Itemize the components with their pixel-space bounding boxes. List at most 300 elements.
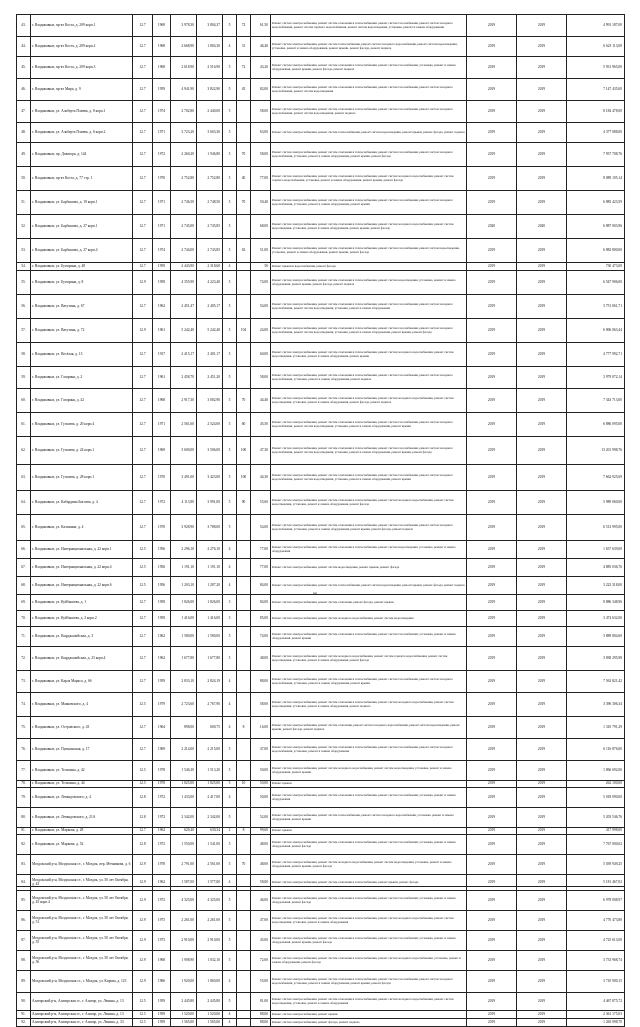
cell-year-start: 2019 (467, 828, 517, 835)
cell-works-list: Ремонт систем электроснабжения, ремонт систем отопления и теплоснабжения, ремонт систем газоснабжения, ремонт систем холодного водоснабжения, ремонт систем водоотведения, установка, ремонт и замена оборудования, ремонт крыши (271, 413, 467, 437)
table-row (17, 835, 625, 855)
cell-wear-percent: 84,00 (251, 595, 271, 611)
cell-floors: 5 (223, 627, 237, 647)
cell-apartments: 63 (237, 239, 251, 263)
cell-floors: 5 (223, 951, 237, 971)
cell-floors: 5 (223, 143, 237, 167)
cell-total-area: 1 191,10 (171, 559, 197, 577)
cell-address: Моздокский р-н, Моздокская ст., г. Моздок, ул. Кирова, д. 123 (31, 971, 133, 993)
cell-row-number: 64. (17, 491, 31, 515)
cell-floors: 4 (223, 788, 237, 808)
cell-type-code: 12.9 (133, 855, 153, 875)
cell-wear-percent: 84,00 (251, 577, 271, 595)
cell-address: Алагирский р-н, Алагирская ст., г. Алагир, ул. Ленина, д. 13 (31, 993, 133, 1011)
cell-wear-percent: 50,40 (251, 191, 271, 215)
cell-row-number: 67. (17, 559, 31, 577)
table-row (17, 993, 625, 1011)
cell-apartments (237, 343, 251, 367)
cell-row-number: 47. (17, 101, 31, 123)
cell-floors: 5 (223, 123, 237, 143)
cell-type-code: 12.5 (133, 541, 153, 559)
cell-apartments: 100 (237, 465, 251, 491)
cell-address: г. Владикавказ, ул. Тельмана, д. 42 (31, 761, 133, 781)
cell-total-area: 1 920,00 (171, 971, 197, 993)
cell-row-number: 91. (17, 1011, 31, 1019)
cell-wear-percent: 47,00 (251, 739, 271, 761)
table-row (17, 951, 625, 971)
table-row (17, 671, 625, 693)
cell-year-end: 2019 (517, 931, 567, 951)
cell-cost: 6 116 876,00 (567, 739, 625, 761)
cell-year-start: 2019 (467, 1011, 517, 1019)
cell-build-year: 1969 (153, 15, 171, 37)
cell-total-area: 1 550,00 (171, 835, 197, 855)
cell-wear-percent: 68,00 (251, 215, 271, 239)
cell-address: г. Владикавказ, ул. Левандовского, д. 21А (31, 808, 133, 828)
cell-apartments: 8 (237, 828, 251, 835)
cell-type-code: 12.7 (133, 828, 153, 835)
cell-address: г. Владикавказ, ул. Интернациональная, д. 22 корп.4 (31, 559, 133, 577)
cell-wear-percent: 82,00 (251, 79, 271, 101)
cell-works-list: Ремонт систем электроснабжения, ремонт систем отопления и теплоснабжения, ремонт систем холодного водоснабжения, ремонт систем водоотведения, установка, ремонт и замена оборудования, ремонт подвала (271, 693, 467, 717)
cell-total-area: 2 618,90 (171, 57, 197, 79)
cell-cost: 7 662 925,69 (567, 465, 625, 491)
cell-works-list: Ремонт систем электроснабжения, ремонт систем теплоснабжения, ремонт систем холодного водоснабжения, ремонт систем водоотведения, установка, ремонт и замена оборудования, ремонт крыши, ремонт фасада, ремонт подвала (271, 37, 467, 57)
cell-floors: 5 (223, 295, 237, 319)
cell-year-end: 2019 (517, 101, 567, 123)
cell-row-number: 68. (17, 577, 31, 595)
cell-year-start: 2019 (467, 239, 517, 263)
cell-total-area: 1 677,80 (171, 647, 197, 671)
table-row (17, 413, 625, 437)
cell-row-number: 46. (17, 79, 31, 101)
cell-row-number: 83. (17, 855, 31, 875)
cell-apartments (237, 693, 251, 717)
cell-build-year: 1970 (153, 167, 171, 191)
cell-wear-percent: 43,20 (251, 57, 271, 79)
cell-wear-percent: 77,00 (251, 541, 271, 559)
cell-total-area: 3 491,00 (171, 465, 197, 491)
cell-total-area: 3 928,90 (171, 515, 197, 541)
cell-living-area: 2 745,85 (197, 215, 223, 239)
cell-works-list: Ремонт систем электроснабжения, ремонт систем отопления и теплоснабжения, ремонт систем водоотведения, установка, ремонт и замена оборудования (271, 541, 467, 559)
cell-cost: 5 018 090,00 (567, 788, 625, 808)
cell-works-list: Ремонт систем электроснабжения, ремонт систем отопления и теплоснабжения, ремонт систем газоснабжения, ремонт систем холодного водоснабжения, ремонт систем водоотведения, установка, ремонт и замена оборудования, ремонт крыши, ремонт фасада (271, 437, 467, 465)
cell-floors: 5 (223, 319, 237, 343)
cell-build-year: 1961 (153, 367, 171, 389)
cell-living-area: 3 822,90 (197, 79, 223, 101)
cell-floors: 5 (223, 761, 237, 781)
cell-living-area: 2 451,20 (197, 367, 223, 389)
cell-type-code: 12.9 (133, 951, 153, 971)
cell-type-code: 12.9 (133, 875, 153, 891)
cell-year-start: 2019 (467, 781, 517, 788)
cell-living-area: 2 318,60 (197, 263, 223, 271)
table-row (17, 911, 625, 931)
cell-year-start: 2019 (467, 343, 517, 367)
cell-apartments: 104 (237, 319, 251, 343)
cell-type-code: 12.7 (133, 215, 153, 239)
cell-total-area: 2 458,70 (171, 367, 197, 389)
cell-build-year: 1974 (153, 101, 171, 123)
cell-works-list: Ремонт систем электроснабжения, ремонт систем отопления и теплоснабжения, ремонт систем газоснабжения, ремонт систем холодного водоснабжения, установка, ремонт и замена оборудования, ремонт крыши, ремонт фасада (271, 971, 467, 993)
cell-floors: 4 (223, 1019, 237, 1027)
cell-year-start: 2019 (467, 413, 517, 437)
cell-type-code: 12.7 (133, 343, 153, 367)
cell-works-list: Ремонт систем электроснабжения, ремонт систем отопления и теплоснабжения, ремонт систем газоснабжения, установка, ремонт и замена оборудования, ремонт крыши (271, 627, 467, 647)
cell-living-area: 2 342,00 (197, 808, 223, 828)
cell-address: г. Владикавказ, ул. Интернациональная, д. 22 корп.6 (31, 577, 133, 595)
cell-year-end: 2019 (517, 515, 567, 541)
cell-wear-percent: 16,00 (251, 717, 271, 739)
cell-wear-percent: 58,00 (251, 875, 271, 891)
cell-apartments: 100 (237, 437, 251, 465)
cell-year-start: 2019 (467, 971, 517, 993)
cell-row-number: 53. (17, 239, 31, 263)
cell-apartments (237, 1019, 251, 1027)
table-row (17, 437, 625, 465)
table-row (17, 761, 625, 781)
cell-works-list: Ремонт систем электроснабжения, ремонт систем отопления и теплоснабжения, ремонт систем газоснабжения, ремонт систем холодного водоснабжения, ремонт систем водоотведения, установка, ремонт и замена оборудования, ремонт крыши, ремонт фасада (271, 319, 467, 343)
cell-type-code: 12.5 (133, 1019, 153, 1027)
cell-apartments: 70 (237, 143, 251, 167)
cell-year-end: 2019 (517, 143, 567, 167)
cell-year-start: 2019 (467, 559, 517, 577)
cell-floors: 5 (223, 993, 237, 1011)
cell-row-number: 43. (17, 15, 31, 37)
cell-year-end: 2019 (517, 739, 567, 761)
cell-living-area: 2 748,50 (197, 191, 223, 215)
cell-wear-percent: 77,00 (251, 559, 271, 577)
cell-total-area: 2 833,10 (171, 671, 197, 693)
cell-build-year: 1969 (153, 437, 171, 465)
cell-living-area: 2 276,10 (197, 541, 223, 559)
cell-works-list: Ремонт систем электроснабжения, ремонт систем холодного водоснабжения, ремонт систем горячего водоснабжения, ремонт систем водоотведения, установка, ремонт и замена оборудования, ремонт фасада (271, 647, 467, 671)
cell-row-number: 45. (17, 57, 31, 79)
cell-address: г. Владикавказ, ул. Тельмана, д. 44 (31, 781, 133, 788)
cell-living-area: 2 516,90 (197, 57, 223, 79)
cell-build-year: 1972 (153, 808, 171, 828)
cell-living-area: 2 824,19 (197, 671, 223, 693)
cell-cost: 5 039 949,25 (567, 855, 625, 875)
cell-total-area: 1 826,00 (171, 595, 197, 611)
cell-type-code: 12.7 (133, 595, 153, 611)
cell-total-area: 2 791,00 (171, 855, 197, 875)
cell-living-area: 1 677,80 (197, 647, 223, 671)
cell-year-end: 2019 (517, 577, 567, 595)
cell-wear-percent: 58,00 (251, 143, 271, 167)
cell-type-code: 12.5 (133, 993, 153, 1011)
cell-build-year: 1968 (153, 37, 171, 57)
cell-type-code: 12.7 (133, 79, 153, 101)
cell-row-number: 62. (17, 437, 31, 465)
cell-works-list: Ремонт систем электроснабжения, ремонт фасада, ремонт подвала (271, 1019, 467, 1027)
cell-type-code: 12.7 (133, 413, 153, 437)
cell-cost: 4 777 992,71 (567, 343, 625, 367)
table-row (17, 541, 625, 559)
cell-year-start: 2019 (467, 295, 517, 319)
cell-apartments (237, 627, 251, 647)
cell-row-number: 72. (17, 647, 31, 671)
table-row (17, 239, 625, 263)
cell-wear-percent: 50,00 (251, 761, 271, 781)
cell-wear-percent: 58,00 (251, 101, 271, 123)
cell-wear-percent: 88,00 (251, 671, 271, 693)
cell-wear-percent: 48,00 (251, 647, 271, 671)
cell-total-area: 2 214,00 (171, 739, 197, 761)
cell-cost: 6 547 906,00 (567, 271, 625, 295)
table-row (17, 491, 625, 515)
cell-cost: 3 838 295,98 (567, 647, 625, 671)
cell-total-area: 4 355,90 (171, 271, 197, 295)
cell-cost: 7 563 821,42 (567, 671, 625, 693)
cell-living-area: 3 788,00 (197, 515, 223, 541)
cell-row-number: 49. (17, 143, 31, 167)
table-row (17, 875, 625, 891)
cell-floors: 4 (223, 875, 237, 891)
cell-works-list: Ремонт систем электроснабжения, ремонт систем отопления и теплоснабжения, ремонт систем холодного водоснабжения, ремонт систем водоотведения, установка, ремонт и замена оборудования, ремонт фасада (271, 491, 467, 515)
cell-row-number: 54. (17, 263, 31, 271)
cell-year-start: 2019 (467, 739, 517, 761)
cell-address: г. Владикавказ, пр-кт Коста, д. 209 корп.3 (31, 57, 133, 79)
cell-build-year: 1959 (153, 1019, 171, 1027)
cell-year-start: 2019 (467, 835, 517, 855)
cell-year-end: 2019 (517, 993, 567, 1011)
cell-year-end: 2019 (517, 123, 567, 143)
cell-type-code: 12.7 (133, 671, 153, 693)
cell-build-year: 1971 (153, 215, 171, 239)
cell-build-year: 1971 (153, 413, 171, 437)
cell-row-number: 86. (17, 911, 31, 931)
cell-cost: 8 886 348,96 (567, 595, 625, 611)
cell-row-number: 63. (17, 465, 31, 491)
cell-row-number: 44. (17, 37, 31, 57)
cell-living-area: 2 752,80 (197, 167, 223, 191)
cell-living-area: 2 524,00 (197, 413, 223, 437)
cell-floors: 5 (223, 808, 237, 828)
cell-works-list: Ремонт систем электроснабжения, ремонт систем отопления и теплоснабжения, ремонт систем холодного водоснабжения, ремонт систем водоотведения, установка, ремонт и замена оборудования (271, 993, 467, 1011)
cell-total-area: 3 978,30 (171, 15, 197, 37)
cell-total-area: 2 723,60 (171, 693, 197, 717)
cell-year-start: 2019 (467, 875, 517, 891)
cell-row-number: 55. (17, 271, 31, 295)
cell-works-list: Ремонт систем электроснабжения, ремонт систем отопления и теплоснабжения, ремонт систем холодного водоснабжения, ремонт систем горячего водоснабжения, установка, ремонт и замена оборудования, ремонт крыши, ремонт фасада (271, 167, 467, 191)
cell-year-start: 2020 (467, 215, 517, 239)
cell-address: г. Владикавказ, ул. Кырджалийская, д. 3 (31, 627, 133, 647)
cell-year-end: 2019 (517, 541, 567, 559)
cell-apartments: 72 (237, 15, 251, 37)
cell-address: г. Владикавказ, ул. Маркова, д. 28 (31, 828, 133, 835)
cell-floors: 4 (223, 37, 237, 57)
table-row (17, 739, 625, 761)
cell-address: г. Владикавказ, ул. Маяковского, д. 4 (31, 693, 133, 717)
cell-year-end: 2019 (517, 37, 567, 57)
cell-living-area: 1 577,00 (197, 875, 223, 891)
cell-address: г. Владикавказ, ул. Барбашова, д. 27 корп.4 (31, 239, 133, 263)
cell-cost: 730 473,00 (567, 263, 625, 271)
cell-wear-percent: 85,00 (251, 611, 271, 627)
cell-type-code: 12.7 (133, 515, 153, 541)
table-row (17, 595, 625, 611)
cell-apartments (237, 515, 251, 541)
table-row (17, 191, 625, 215)
cell-row-number: 85. (17, 891, 31, 911)
cell-year-start: 2019 (467, 101, 517, 123)
cell-apartments: 70 (237, 191, 251, 215)
cell-apartments (237, 671, 251, 693)
cell-living-area: 1 825,00 (197, 781, 223, 788)
cell-year-start: 2019 (467, 57, 517, 79)
cell-apartments (237, 123, 251, 143)
cell-year-end: 2019 (517, 239, 567, 263)
cell-apartments (237, 577, 251, 595)
table-row (17, 465, 625, 491)
cell-wear-percent: 74,00 (251, 271, 271, 295)
cell-year-end: 2019 (517, 808, 567, 828)
cell-year-start: 2019 (467, 693, 517, 717)
cell-works-list: Ремонт систем электроснабжения, ремонт систем отопления и теплоснабжения, ремонт систем холодного водоснабжения, ремонт систем водоотведения, установка, ремонт и замена оборудования, ремонт фасада, ремонт подвала (271, 389, 467, 413)
cell-works-list: Ремонт систем электроснабжения, ремонт систем отопления и теплоснабжения, ремонт систем газоснабжения, ремонт систем холодного водоснабжения, ремонт систем водоотведения, установка, ремонт и замена оборудования (271, 295, 467, 319)
cell-works-list: Ремонт крыши и водоснабжения, ремонт фасада (271, 263, 467, 271)
cell-works-list: Ремонт систем электроснабжения, ремонт систем холодного водоснабжения, ремонт систем водоотведения, установка, ремонт и замена оборудования, ремонт крыши (271, 761, 467, 781)
side-mark: (н) (313, 591, 318, 595)
cell-row-number: 74. (17, 693, 31, 717)
cell-apartments (237, 541, 251, 559)
cell-apartments (237, 788, 251, 808)
cell-living-area: 3 423,00 (197, 465, 223, 491)
cell-cost: 6 006 063,44 (567, 319, 625, 343)
cell-type-code: 12.7 (133, 611, 153, 627)
cell-year-end: 2019 (517, 971, 567, 993)
cell-cost: 3 733 968,74 (567, 951, 625, 971)
cell-year-end: 2019 (517, 437, 567, 465)
cell-year-end: 2019 (517, 15, 567, 37)
cell-type-code: 12.9 (133, 891, 153, 911)
cell-year-start: 2019 (467, 951, 517, 971)
cell-works-list: Ремонт систем электроснабжения, ремонт систем отопления и теплоснабжения, ремонт систем холодного водоснабжения, установка, ремонт и замена оборудования, ремонт фасада (271, 951, 467, 971)
cell-row-number: 90. (17, 993, 31, 1011)
cell-type-code: 12.9 (133, 271, 153, 295)
cell-apartments (237, 911, 251, 931)
cell-works-list: Ремонт систем электроснабжения, ремонт систем холодного водоснабжения, ремонт систем водоотведения, установка, ремонт и замена оборудования, ремонт крыши, ремонт фасада (271, 855, 467, 875)
cell-wear-percent: 24,00 (251, 319, 271, 343)
cell-floors: 5 (223, 413, 237, 437)
cell-row-number: 84. (17, 875, 31, 891)
housing-repair-table (16, 14, 625, 1027)
cell-living-area: 1 520,00 (197, 1011, 223, 1019)
cell-year-start: 2019 (467, 647, 517, 671)
table-row (17, 343, 625, 367)
cell-address: г. Владикавказ, ул. Ватутина, д. 72 (31, 319, 133, 343)
cell-cost: 3 710 900,15 (567, 971, 625, 993)
cell-type-code: 12.7 (133, 647, 153, 671)
cell-type-code: 12.8 (133, 788, 153, 808)
cell-build-year: 1958 (153, 595, 171, 611)
cell-apartments: 45 (237, 79, 251, 101)
cell-works-list: Ремонт систем электроснабжения, ремонт систем отопления и теплоснабжения, ремонт систем газоснабжения, ремонт систем холодного водоснабжения, установка, ремонт и замена оборудования, ремонт подвала (271, 367, 467, 389)
cell-build-year: 1959 (153, 611, 171, 627)
cell-row-number: 88. (17, 951, 31, 971)
cell-living-area: 2 561,00 (197, 855, 223, 875)
cell-total-area: 898,00 (171, 717, 197, 739)
cell-year-start: 2019 (467, 993, 517, 1011)
table-row (17, 319, 625, 343)
cell-cost: 262 100,00 (567, 781, 625, 788)
cell-address: г. Владикавказ, ул. Кабардина Бигоева, д. 4 (31, 491, 133, 515)
cell-works-list: Ремонт систем электроснабжения, ремонт систем отопления и теплоснабжения, ремонт систем холодного водоснабжения, ремонт систем водоотведения, установка, ремонт и замена оборудования, ремонт крыши, ремонт фасада (271, 215, 467, 239)
cell-build-year: 1971 (153, 123, 171, 143)
cell-year-start: 2019 (467, 123, 517, 143)
cell-apartments (237, 367, 251, 389)
cell-floors: 5 (223, 167, 237, 191)
cell-total-area: 1 580,00 (171, 627, 197, 647)
cell-floors: 3 (223, 611, 237, 627)
cell-build-year: 1959 (153, 1011, 171, 1019)
cell-build-year: 1956 (153, 541, 171, 559)
cell-address: г. Владикавказ, ул. Гагарина, д. 2 (31, 367, 133, 389)
cell-row-number: 66. (17, 541, 31, 559)
cell-wear-percent: 88,00 (251, 1019, 271, 1027)
cell-total-area: 5 242,40 (171, 319, 197, 343)
cell-year-end: 2019 (517, 271, 567, 295)
cell-floors: 4 (223, 1011, 237, 1019)
cell-apartments (237, 931, 251, 951)
table-row (17, 627, 625, 647)
cell-total-area: 1 546,30 (171, 761, 197, 781)
cell-build-year: 1973 (153, 931, 171, 951)
cell-works-list: Ремонт систем электроснабжения, ремонт систем отопления и теплоснабжения, ремонт систем газоснабжения, ремонт систем холодного водоснабжения, ремонт систем водоотведения, установка, ремонт и замена оборудования, ремонт крыши (271, 465, 467, 491)
cell-year-start: 2019 (467, 577, 517, 595)
cell-works-list: Ремонт систем электроснабжения, ремонт систем отопления и теплоснабжения, ремонт систем газоснабжения, ремонт систем холодного водоснабжения, установка, ремонт и замена оборудования (271, 739, 467, 761)
cell-row-number: 70. (17, 611, 31, 627)
cell-address: г. Владикавказ, ул. Гугкаева, д. 28 корп.1 (31, 465, 133, 491)
cell-floors: 5 (223, 855, 237, 875)
cell-year-end: 2019 (517, 491, 567, 515)
cell-living-area: 3 804,37 (197, 15, 223, 37)
table-row (17, 271, 625, 295)
cell-floors: 4 (223, 671, 237, 693)
cell-address: г. Владикавказ, ул. Ватутина, д. 67 (31, 295, 133, 319)
cell-type-code: 12.7 (133, 123, 153, 143)
cell-cost: 4 991 187,00 (567, 15, 625, 37)
cell-address: г. Владикавказ, ул. Карла Маркса, д. 66 (31, 671, 133, 693)
cell-row-number: 76. (17, 739, 31, 761)
cell-wear-percent: 47,30 (251, 437, 271, 465)
cell-build-year: 1972 (153, 491, 171, 515)
cell-build-year: 1969 (153, 739, 171, 761)
cell-total-area: 2 445,80 (171, 993, 197, 1011)
cell-living-area: 2 401,17 (197, 343, 223, 367)
registry-sheet (16, 14, 624, 1027)
cell-year-start: 2019 (467, 788, 517, 808)
cell-living-area: 1 804,30 (197, 37, 223, 57)
cell-year-start: 2019 (467, 627, 517, 647)
cell-floors: 4 (223, 577, 237, 595)
cell-total-area: 2 415,17 (171, 343, 197, 367)
cell-total-area: 2 260,20 (171, 143, 197, 167)
cell-floors: 4 (223, 971, 237, 993)
cell-address: г. Владикавказ, ул. Куйбышева, д. 1 (31, 595, 133, 611)
cell-build-year: 1974 (153, 239, 171, 263)
cell-works-list: Ремонт систем электроснабжения, ремонт систем теплоснабжения, ремонт систем водоотведения, ремонт крыши, ремонт фасада, ремонт подвала (271, 577, 467, 595)
cell-address: г. Владикавказ, пр-кт Коста, д. 209 корп.1 (31, 15, 133, 37)
cell-works-list: Ремонт систем электроснабжения, ремонт систем водоотведения, ремонт крыши, ремонт фасада (271, 559, 467, 577)
cell-year-end: 2019 (517, 788, 567, 808)
table-row (17, 57, 625, 79)
cell-cost: 6 978 008,97 (567, 891, 625, 911)
cell-floors: 3 (223, 595, 237, 611)
cell-floors: 4 (223, 541, 237, 559)
